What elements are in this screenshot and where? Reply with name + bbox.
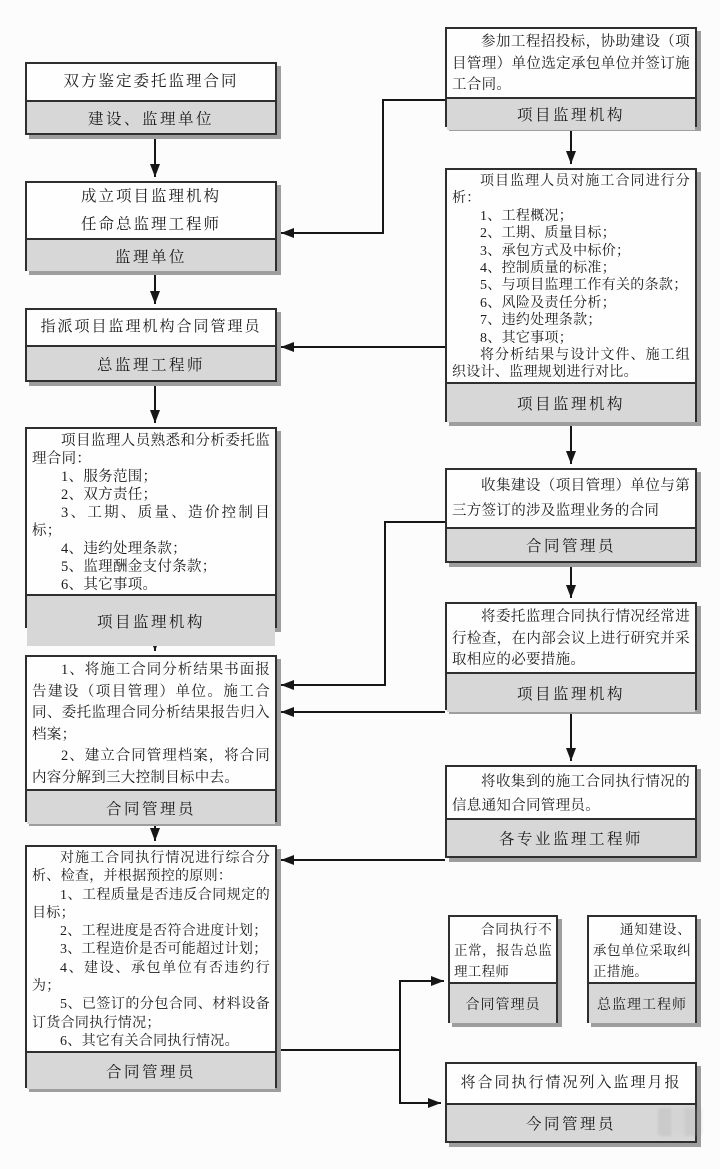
box-text-line: 双方鉴定委托监理合同 — [63, 73, 239, 91]
box-body — [447, 170, 695, 382]
box-text-line: 参加工程招投标，协助建设（项目管理）单位选定承包单位并签订施工合同。 — [452, 34, 690, 93]
box-actor: 总监理工程师 — [27, 345, 275, 380]
box-notify-contract-manager — [445, 765, 697, 858]
box-text-line: 1、工程质量是否违反合同规定的目标； — [32, 887, 270, 921]
box-establish-supervision-org — [25, 181, 277, 271]
box-sign-supervision-contract — [25, 62, 277, 135]
box-actor: 建设、监理单位 — [27, 100, 275, 133]
box-comprehensive-analysis-check — [25, 845, 277, 1088]
box-actor: 各专业监理工程师 — [447, 818, 695, 856]
box-text-line: 2、工期、质量目标； — [480, 226, 616, 242]
box-body — [27, 847, 275, 1051]
box-text-line: 6、其它事项。 — [61, 577, 158, 593]
watermark-smudge — [658, 1108, 702, 1136]
box-text-line: 任命总监理工程师 — [80, 215, 221, 233]
box-text-line: 4、违约处理条款； — [61, 541, 187, 557]
arrow-r3-to-l5 — [281, 522, 445, 685]
box-body — [589, 917, 695, 982]
box-body — [27, 183, 275, 238]
box-text-line: 4、控制质量的标准； — [480, 261, 616, 277]
box-text-line: 1、工程概况； — [480, 208, 574, 224]
box-text-line: 对施工合同执行情况进行综合分析、检查，并根据预控的原则： — [32, 851, 270, 885]
box-actor: 合同管理员 — [27, 1051, 275, 1089]
box-abnormal-execution-report — [448, 915, 558, 1023]
box-notify-correction — [587, 915, 697, 1023]
box-text-line: 2、双方责任； — [61, 487, 158, 503]
box-text-line: 指派项目监理机构合同管理员 — [40, 318, 262, 335]
box-assign-contract-manager — [25, 308, 277, 382]
box-text-line: 5、监理酬金支付条款； — [61, 559, 217, 575]
box-text-line: 4、建设、承包单位有否违约行为； — [32, 960, 270, 995]
box-analyze-construction-contract — [445, 168, 697, 422]
box-body — [27, 310, 275, 345]
box-body — [447, 29, 695, 97]
arrow-r1-to-l2 — [281, 100, 445, 233]
box-text-line: 将分析结果与设计文件、施工组织设计、监理规划进行对比。 — [452, 348, 690, 381]
box-text-line: 3、工期、质量、造价控制目标； — [32, 505, 270, 539]
box-report-analysis-results — [25, 655, 277, 822]
box-text-line: 8、其它事项； — [480, 330, 574, 346]
box-actor: 项目监理机构 — [447, 382, 695, 422]
box-text-line: 2、建立合同管理档案，将合同内容分解到三大控制目标中去。 — [32, 748, 270, 786]
box-actor: 合同管理员 — [27, 789, 275, 824]
box-text-line: 成立项目监理机构 — [80, 188, 221, 205]
box-text-line: 合同执行不正常，报告总监理工程师 — [454, 922, 552, 979]
box-text-line: 6、其它有关合同执行情况。 — [60, 1033, 239, 1049]
box-text-line: 7、违约处理条款； — [480, 313, 602, 329]
box-text-line: 通知建设、承包单位采取纠正措施。 — [593, 922, 691, 979]
box-body — [27, 64, 275, 100]
box-text-line: 3、工程造价是否可能超过计划； — [60, 942, 268, 958]
box-text-line: 项目监理人员对施工合同进行分析： — [452, 174, 690, 207]
box-text-line: 5、与项目监理工作有关的条款； — [480, 278, 688, 294]
box-text-line: 1、服务范围； — [61, 469, 158, 485]
box-body — [450, 917, 556, 982]
box-text-line: 5、已签订的分包合同、材料设备订货合同执行情况； — [32, 997, 270, 1031]
box-text-line: 3、承包方式及中标价； — [480, 243, 631, 259]
box-text-line: 将委托监理合同执行情况经常进行检查，在内部会议上进行研究并采取相应的必要措施。 — [452, 609, 690, 668]
box-collect-third-party-contracts — [445, 468, 697, 563]
box-actor: 监理单位 — [27, 238, 275, 271]
box-actor: 项目监理机构 — [27, 594, 275, 646]
box-body — [447, 767, 695, 818]
box-actor: 合同管理员 — [450, 982, 556, 1023]
box-body — [447, 470, 695, 527]
arrow-branch-to-r6 — [400, 1050, 441, 1103]
box-actor: 项目监理机构 — [447, 97, 695, 130]
box-actor: 总监理工程师 — [589, 982, 695, 1023]
box-text-line: 将合同执行情况列入监理月报 — [460, 1074, 682, 1091]
box-actor: 合同管理员 — [447, 527, 695, 561]
box-text-line: 收集建设（项目管理）单位与第三方签订的涉及监理业务的合同 — [452, 478, 690, 519]
box-actor: 项目监理机构 — [447, 672, 695, 712]
box-regular-inspection — [445, 602, 697, 710]
box-bidding-assist — [445, 27, 697, 127]
box-body — [27, 429, 275, 594]
box-analyze-entrust-contract — [25, 427, 277, 631]
box-text-line: 项目监理人员熟悉和分析委托监理合同： — [32, 433, 270, 467]
box-body — [447, 1064, 695, 1103]
box-text-line: 2、工程进度是否符合进度计划； — [60, 924, 268, 940]
box-body — [447, 604, 695, 672]
box-text-line: 6、风险及责任分析； — [480, 295, 616, 311]
box-text-line: 1、将施工合同分析结果书面报告建设（项目管理）单位。施工合同、委托监理合同分析结果报告归入档案； — [32, 662, 270, 743]
box-actor: 今同管理员 — [447, 1103, 695, 1141]
box-text-line: 将收集到的施工合同执行情况的信息通知合同管理员。 — [452, 774, 690, 814]
box-body — [27, 657, 275, 789]
arrow-branch-to-sa — [400, 981, 444, 1050]
